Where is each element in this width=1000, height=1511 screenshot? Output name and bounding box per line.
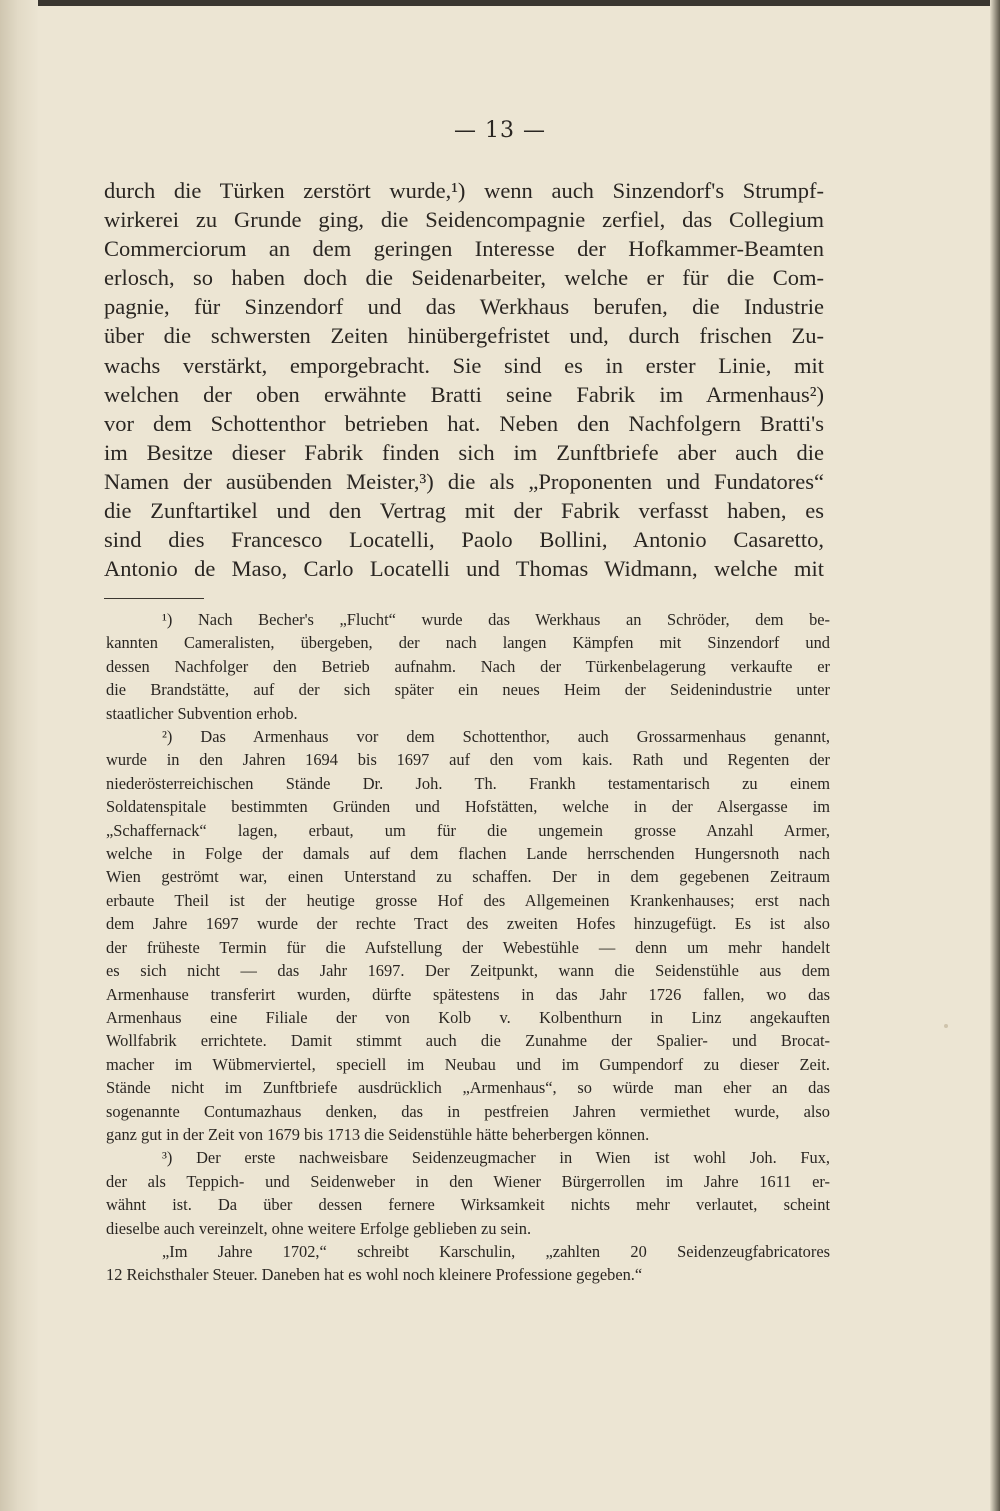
text-line: die Zunftartikel und den Vertrag mit der Fabrik verfasst haben, es [104,498,824,524]
page-right-edge [990,0,1000,1511]
footnote-line: es sich nicht — das Jahr 1697. Der Zeitpunkt, wann die Seidenstühle aus dem [106,961,830,981]
page-gutter [0,0,38,1511]
footnote-line: dieselbe auch vereinzelt, ohne weitere Erfolge geblieben zu sein. [106,1218,532,1238]
footnote-line: Wollfabrik errichtete. Damit stimmt auch die Zunahme der Spalier- und Brocat- [106,1031,830,1051]
footnote-line: die Brandstätte, auf der sich später ein neues Heim der Seidenindustrie unter [106,680,830,700]
text-line: sind dies Francesco Locatelli, Paolo Bollini, Antonio Casaretto, [104,527,824,553]
footnote-line: sogenannte Contumazhaus denken, das in pestfreien Jahren vermiethet wurde, also [106,1101,830,1121]
footnote-line: 12 Reichsthaler Steuer. Daneben hat es wohl noch kleinere Professione gegeben.“ [106,1265,643,1285]
footnote-line: Soldatenspitale bestimmten Gründen und Hofstätten, welche in der Alsergasse im [106,797,830,817]
text-line: über die schwersten Zeiten hinübergefristet und, durch frischen Zu- [104,323,824,349]
text-line: durch die Türken zerstört wurde,¹) wenn auch Sinzendorf's Strumpf- [104,178,824,203]
footnote-line: erbaute Theil ist der heutige grosse Hof des Allgemeinen Krankenhauses; erst nach [106,890,830,910]
main-text [104,176,824,583]
footnote-line: ganz gut in der Zeit von 1679 bis 1713 die Seidenstühle hätte beherbergen können. [106,1124,650,1144]
footnote-line: wähnt ist. Da über dessen fernere Wirksamkeit nichts mehr verlautet, scheint [106,1195,830,1215]
footnote-line: niederösterreichischen Stände Dr. Joh. Th. Frankh testamentarisch zu einem [106,773,830,793]
footnote-line: dessen Nachfolger den Betrieb aufnahm. Nach der Türkenbelagerung verkaufte er [106,656,830,676]
footnote-line: Armenhause transferirt wurden, dürfte spätestens in das Jahr 1726 fallen, wo das [106,984,830,1004]
footnote-line: staatlicher Subvention erhob. [106,703,298,723]
footnote-separator [104,598,204,599]
footnote-line: kannten Cameralisten, übergeben, der nach langen Kämpfen mit Sinzendorf und [106,633,830,653]
footnote-line: ¹) Nach Becher's „Flucht“ wurde das Werkhaus an Schröder, dem be- [162,610,830,629]
text-line: erlosch, so haben doch die Seidenarbeiter, welche er für die Com- [104,265,824,291]
footnote-line: welche in Folge der damals auf dem flachen Lande herrschenden Hungersnoth nach [106,844,830,864]
footnote-line: Armenhaus eine Filiale der von Kolb v. Kolbenthurn in Linz angekauften [106,1007,830,1027]
footnote-line: dem Jahre 1697 wurde der rechte Tract des zweiten Hofes hinzugefügt. Es ist also [106,914,830,934]
footnote-line: wurde in den Jahren 1694 bis 1697 auf den vom kais. Rath und Regenten der [106,750,830,770]
footnote-line: Wien geströmt war, einen Unterstand zu schaffen. Der in dem gegebenen Zeitraum [106,867,830,887]
text-line: wirkerei zu Grunde ging, die Seidencompagnie zerfiel, das Collegium [104,207,824,233]
text-line: Antonio de Maso, Carlo Locatelli und Thomas Widmann, welche mit [104,556,824,582]
footnote-line: macher im Wübmerviertel, speciell im Neubau und im Gumpendorf zu dieser Zeit. [106,1054,830,1074]
text-line: vor dem Schottenthor betrieben hat. Neben den Nachfolgern Bratti's [104,410,824,436]
text-line: welchen der oben erwähnte Bratti seine Fabrik im Armenhaus²) [104,381,824,407]
text-line: Namen der ausübenden Meister,³) die als „Proponenten und Fundatores“ [104,468,824,494]
footnote-line: „Schaffernack“ lagen, erbaut, um für die ungemein grosse Anzahl Armer, [106,820,830,840]
text-line: im Besitze dieser Fabrik finden sich im Zunftbriefe aber auch die [104,439,824,465]
text-line: Commerciorum an dem geringen Interesse der Hofkammer-Beamten [104,236,824,262]
paper-spot [944,1024,948,1028]
text-line: pagnie, für Sinzendorf und das Werkhaus berufen, die Industrie [104,294,824,320]
footnote-line: der früheste Termin für die Aufstellung der Webestühle — denn um mehr handelt [106,937,830,957]
footnote-line: ³) Der erste nachweisbare Seidenzeugmacher in Wien ist wohl Joh. Fux, [162,1148,830,1168]
footnotes [106,608,830,1287]
text-line: wachs verstärkt, emporgebracht. Sie sind es in erster Linie, mit [104,352,824,378]
page-number: — 13 — [454,118,546,143]
footnote-line: „Im Jahre 1702,“ schreibt Karschulin, „zahlten 20 Seidenzeugfabricatores [162,1241,830,1261]
footnote-line: Stände nicht im Zunftbriefe ausdrücklich „Armenhaus“, so würde man eher an das [106,1078,830,1098]
footnote-line: ²) Das Armenhaus vor dem Schottenthor, auch Grossarmenhaus genannt, [162,727,830,747]
footnote-line: der als Teppich- und Seidenweber in den Wiener Bürgerrollen im Jahre 1611 er- [106,1171,830,1191]
page-top-edge [0,0,1000,6]
